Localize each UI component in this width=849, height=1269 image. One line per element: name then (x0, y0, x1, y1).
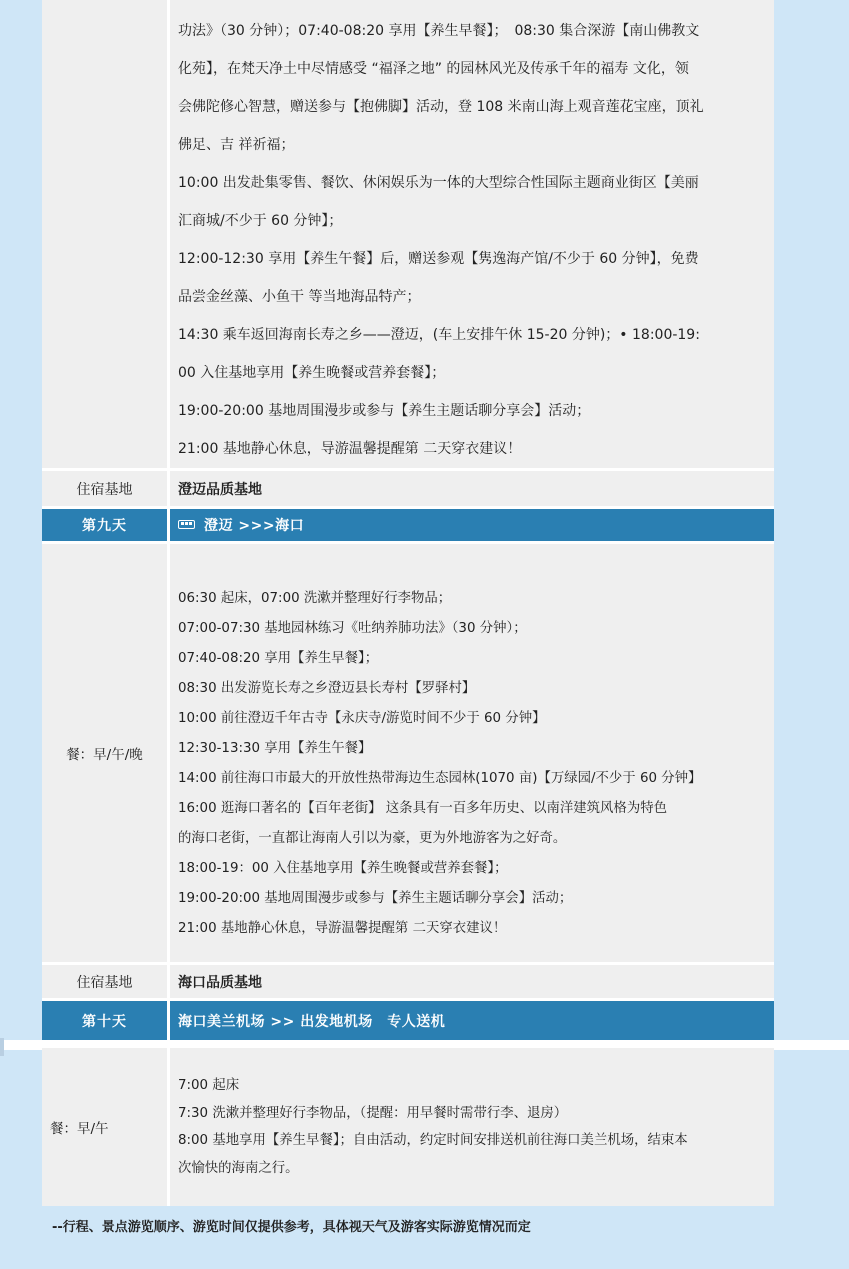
day10-route: 海口美兰机场 >> 出发地机场 专人送机 (170, 1001, 774, 1041)
day9-header-row (42, 509, 774, 544)
schedule-line: 的海口老街，一直都让海南人引以为豪，更为外地游客为之好奇。 (178, 831, 567, 846)
day10-meal: 餐：早/午 (42, 1048, 170, 1206)
day8-meal-cell (42, 0, 170, 468)
schedule-line: 18:00-19：00 入住基地享用【养生晚餐或营养套餐】； (178, 861, 508, 876)
itinerary-table (42, 0, 774, 1041)
day9-lodging-row (42, 965, 774, 1001)
lodging-label: 住宿基地 (42, 965, 170, 998)
schedule-line: 14:30 乘车返回海南长寿之乡——澄迈，(车上安排午休 15-20 分钟)；• 18:00-19: (178, 327, 700, 343)
day8-schedule-row (42, 0, 774, 471)
lodging-value: 澄迈品质基地 (170, 471, 774, 506)
schedule-line: 21:00 基地静心休息，导游温馨提醒第 二天穿衣建议！ (178, 441, 522, 457)
itinerary-table-day10 (42, 1048, 774, 1206)
schedule-line: 14:00 前往海口市最大的开放性热带海边生态园林(1070 亩)【万绿园/不少于 60 分钟】 (178, 771, 702, 786)
schedule-line: 10:00 前往澄迈千年古寺【永庆寺/游览时间不少于 60 分钟】 (178, 711, 546, 726)
schedule-line: 21:00 基地静心休息，导游温馨提醒第 二天穿衣建议！ (178, 921, 507, 936)
schedule-line: 12:00-12:30 享用【养生午餐】后，赠送参观【隽逸海产馆/不少于 60 分钟】，免费 (178, 251, 699, 267)
divider-mark (0, 1038, 4, 1056)
schedule-line: 7:30 洗漱并整理好行李物品，（提醒：用早餐时需带行李、退房） (178, 1105, 568, 1121)
schedule-line: 化苑】，在梵天净土中尽情感受 “福泽之地” 的园林风光及传承千年的福寿 文化，领 (178, 61, 689, 77)
schedule-line: 06:30 起床，07:00 洗漱并整理好行李物品； (178, 591, 452, 606)
schedule-line: 功法》（30 分钟）；07:40-08:20 享用【养生早餐】； 08:30 集合深游【南山佛教文 (178, 23, 700, 39)
schedule-line: 12:30-13:30 享用【养生午餐】 (178, 741, 372, 756)
day8-lodging-row (42, 471, 774, 509)
day9-meal: 餐：早/午/晚 (42, 544, 170, 962)
schedule-line: 07:00-07:30 基地园林练习《吐纳养肺功法》（30 分钟）； (178, 621, 527, 636)
day10-schedule (170, 1048, 774, 1206)
schedule-line: 汇商城/不少于 60 分钟】； (178, 213, 343, 229)
schedule-line: 8:00 基地享用【养生早餐】；自由活动，约定时间安排送机前往海口美兰机场，结束本 (178, 1133, 688, 1148)
schedule-line: 08:30 出发游览长寿之乡澄迈县长寿村【罗驿村】 (178, 681, 476, 696)
schedule-line: 7:00 起床 (178, 1078, 240, 1093)
bus-icon (178, 519, 196, 531)
day8-schedule (170, 0, 774, 468)
schedule-line: 19:00-20:00 基地周围漫步或参与【养生主题话聊分享会】活动； (178, 891, 573, 906)
schedule-line: 00 入住基地享用【养生晚餐或营养套餐】； (178, 365, 446, 381)
schedule-line: 品尝金丝藻、小鱼干 等当地海品特产； (178, 289, 421, 305)
schedule-line: 佛足、吉 祥祈福； (178, 137, 295, 153)
day9-route (170, 509, 774, 541)
lodging-value: 海口品质基地 (170, 965, 774, 998)
day10-schedule-row (42, 1048, 774, 1206)
schedule-line: 16:00 逛海口著名的【百年老街】 这条具有一百多年历史、以南洋建筑风格为特色 (178, 801, 667, 816)
day9-schedule-row (42, 544, 774, 965)
schedule-line: 19:00-20:00 基地周围漫步或参与【养生主题话聊分享会】活动； (178, 403, 591, 419)
day9-schedule (170, 544, 774, 962)
lodging-label: 住宿基地 (42, 471, 170, 506)
route-text: 澄迈 >>>海口 (204, 518, 305, 534)
day10-label: 第十天 (42, 1001, 170, 1041)
schedule-line: 会佛陀修心智慧，赠送参与【抱佛脚】活动，登 108 米南山海上观音莲花宝座，顶礼 (178, 99, 704, 115)
day9-label: 第九天 (42, 509, 170, 541)
itinerary-footnote: --行程、景点游览顺序、游览时间仅提供参考，具体视天气及游客实际游览情况而定 (52, 1220, 531, 1235)
schedule-line: 次愉快的海南之行。 (178, 1160, 299, 1176)
schedule-line: 10:00 出发赴集零售、餐饮、休闲娱乐为一体的大型综合性国际主题商业街区【美丽 (178, 175, 699, 191)
schedule-line: 07:40-08:20 享用【养生早餐】； (178, 651, 379, 666)
day10-header-row (42, 1001, 774, 1041)
